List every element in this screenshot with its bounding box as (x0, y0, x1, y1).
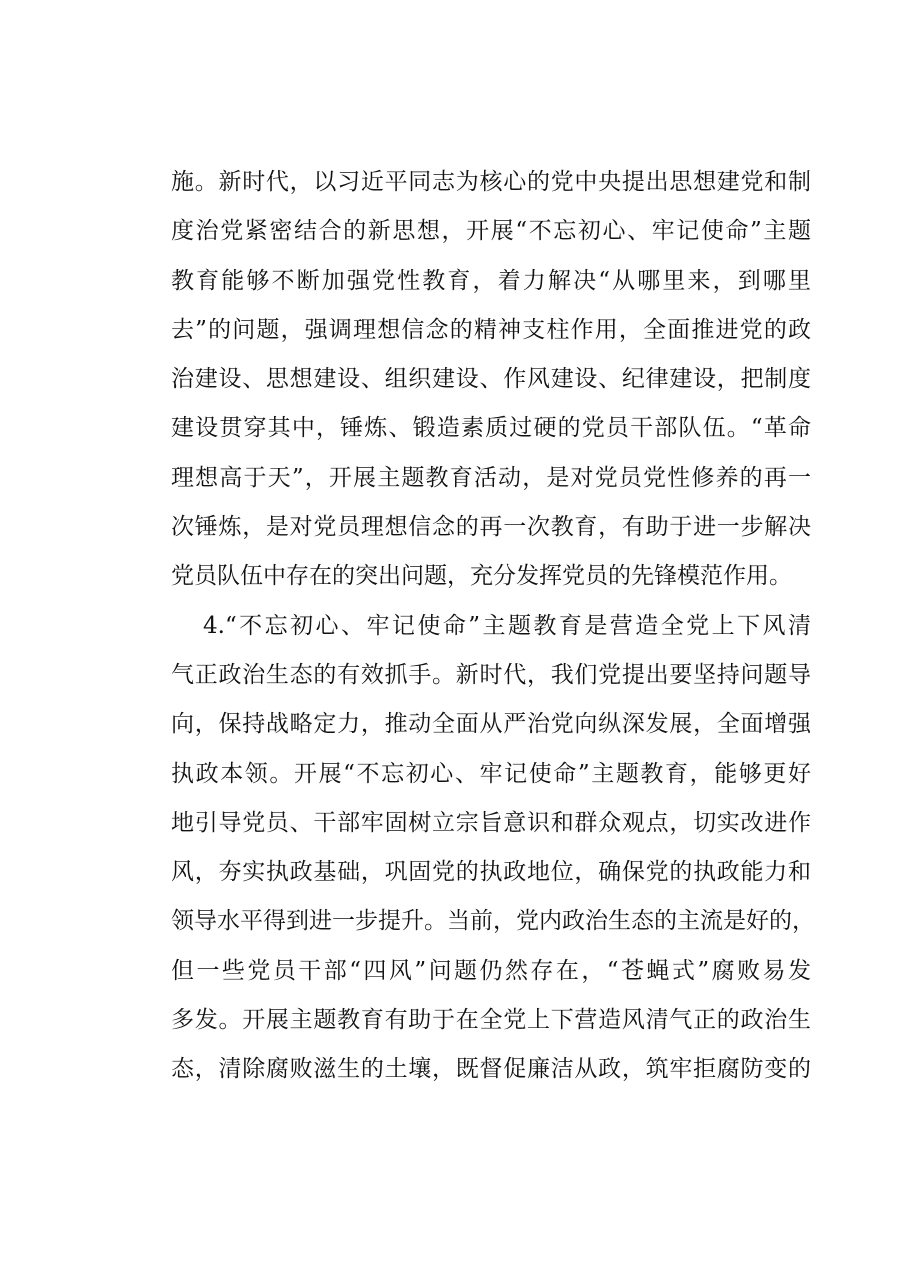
paragraph-1 (171, 158, 811, 602)
text-line: 教育能够不断加强党性教育，着力解决“从哪里来，到哪里 (171, 267, 811, 294)
text-line: 地引导党员、干部牢固树立宗旨意识和群众观点，切实改进作 (171, 809, 811, 836)
text-line: 风，夯实执政基础，巩固党的执政地位，确保党的执政能力和 (171, 859, 811, 886)
text-line: 治建设、思想建设、组织建设、作风建设、纪律建设，把制度 (171, 366, 811, 393)
text-line: 次锤炼，是对党员理想信念的再一次教育，有助于进一步解决 (171, 514, 811, 541)
text-line: 领导水平得到进一步提升。当前，党内政治生态的主流是好的， (171, 908, 815, 935)
text-line: 施。新时代，以习近平同志为核心的党中央提出思想建党和制 (171, 169, 811, 195)
text-line: 执政本领。开展“不忘初心、牢记使命”主题教育，能够更好 (171, 760, 811, 787)
body-text (171, 158, 815, 1095)
text-line: 去”的问题，强调理想信念的精神支柱作用，全面推进党的政 (171, 316, 811, 343)
text-line: 向，保持战略定力，推动全面从严治党向纵深发展，全面增强 (171, 711, 811, 738)
text-line: 建设贯穿其中，锤炼、锻造素质过硬的党员干部队伍。“革命 (171, 415, 811, 442)
text-line: 态，清除腐败滋生的土壤，既督促廉洁从政，筑牢拒腐防变的 (171, 1056, 811, 1083)
text-line: 党员队伍中存在的突出问题，充分发挥党员的先锋模范作用。 (171, 563, 792, 590)
paragraph-2 (171, 602, 815, 1095)
text-line: 理想高于天”，开展主题教育活动，是对党员党性修养的再一 (171, 464, 811, 491)
text-line: 4.“不忘初心、牢记使命”主题教育是营造全党上下风清 (203, 612, 811, 639)
text-line: 度治党紧密结合的新思想，开展“不忘初心、牢记使命”主题 (171, 218, 811, 245)
text-line: 但一些党员干部“四风”问题仍然存在，“苍蝇式”腐败易发 (171, 957, 811, 984)
text-line: 气正政治生态的有效抓手。新时代，我们党提出要坚持问题导 (171, 661, 811, 688)
text-line: 多发。开展主题教育有助于在全党上下营造风清气正的政治生 (171, 1007, 811, 1034)
